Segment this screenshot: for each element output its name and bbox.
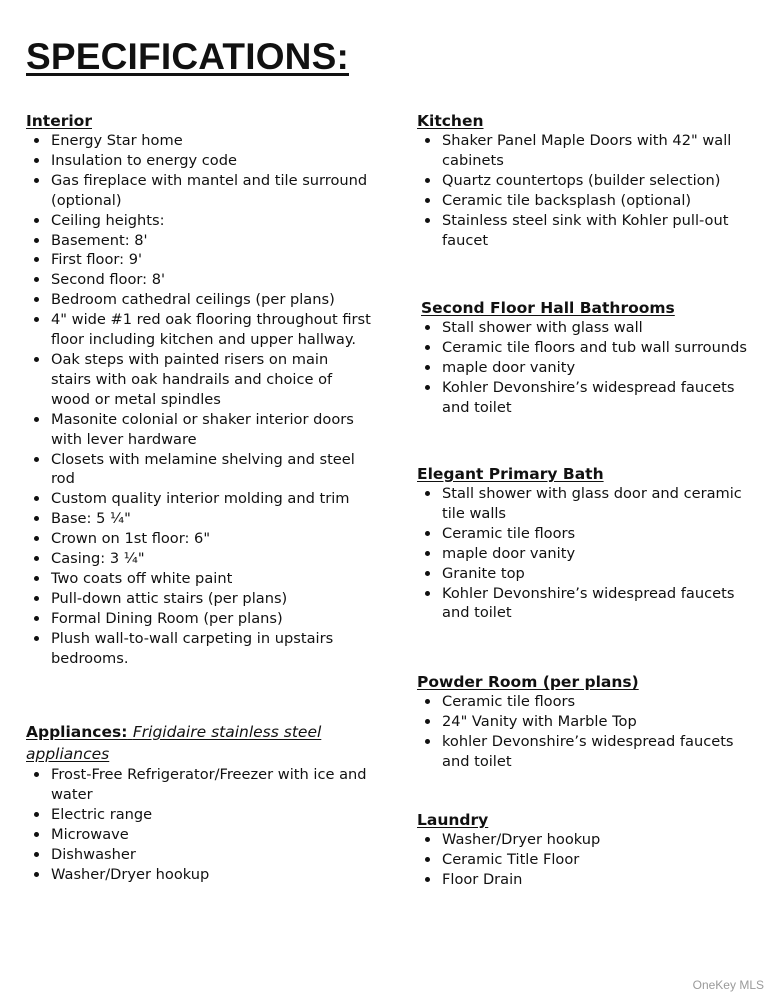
list-item: Custom quality interior molding and trim (26, 489, 371, 509)
list-item: Oak steps with painted risers on main stairs with oak handrails and choice of wood or metal spindles (26, 350, 371, 410)
appliances-subheading: Frigidaire stainless steel appliances (26, 723, 322, 763)
watermark: OneKey MLS (692, 978, 764, 992)
list-item: Plush wall-to-wall carpeting in upstairs bedrooms. (26, 629, 371, 669)
powder-room-section (417, 672, 762, 772)
list-item: Microwave (26, 825, 371, 845)
list-item: Washer/Dryer hookup (26, 865, 371, 885)
list-item: Stall shower with glass door and ceramic tile walls (417, 484, 762, 524)
laundry-heading: Laundry (417, 811, 489, 829)
hall-bathrooms-list (417, 318, 762, 418)
list-item: Base: 5 ¼" (26, 509, 371, 529)
list-item: Kohler Devonshire’s widespread faucets and toilet (417, 584, 762, 624)
hall-bathrooms-section (417, 298, 762, 418)
page-title: SPECIFICATIONS: (26, 36, 349, 77)
list-item: Crown on 1st floor: 6" (26, 529, 371, 549)
interior-list (26, 131, 371, 668)
list-item: Kohler Devonshire’s widespread faucets and toilet (417, 378, 762, 418)
list-item: Casing: 3 ¼" (26, 549, 371, 569)
list-item: Granite top (417, 564, 762, 584)
list-item: maple door vanity (417, 544, 762, 564)
list-item: Ceiling heights: (26, 211, 371, 231)
primary-bath-section (417, 464, 762, 623)
kitchen-list (417, 131, 762, 250)
appliances-heading (26, 721, 371, 765)
interior-heading: Interior (26, 112, 92, 130)
list-item: Electric range (26, 805, 371, 825)
primary-bath-heading: Elegant Primary Bath (417, 465, 604, 483)
list-item: Basement: 8' (26, 231, 371, 251)
list-item: Ceramic tile floors (417, 524, 762, 544)
list-item: Ceramic tile floors and tub wall surrounds (417, 338, 762, 358)
list-item: Stainless steel sink with Kohler pull-out faucet (417, 211, 762, 251)
list-item: Stall shower with glass wall (417, 318, 762, 338)
list-item: Masonite colonial or shaker interior doors with lever hardware (26, 410, 371, 450)
list-item: Dishwasher (26, 845, 371, 865)
list-item: Two coats off white paint (26, 569, 371, 589)
powder-room-list (417, 692, 762, 772)
interior-section (26, 111, 371, 668)
list-item: Closets with melamine shelving and steel rod (26, 450, 371, 490)
list-item: Ceramic tile backsplash (optional) (417, 191, 762, 211)
kitchen-section (417, 111, 762, 250)
list-item: Bedroom cathedral ceilings (per plans) (26, 290, 371, 310)
list-item: Ceramic Title Floor (417, 850, 762, 870)
list-item: Second floor: 8' (26, 270, 371, 290)
list-item: First floor: 9' (26, 250, 371, 270)
list-item: Quartz countertops (builder selection) (417, 171, 762, 191)
list-item: 24" Vanity with Marble Top (417, 712, 762, 732)
kitchen-heading: Kitchen (417, 112, 484, 130)
list-item: kohler Devonshire’s widespread faucets and toilet (417, 732, 762, 772)
list-item: 4" wide #1 red oak flooring throughout first floor including kitchen and upper hallway. (26, 310, 371, 350)
powder-room-heading: Powder Room (per plans) (417, 673, 639, 691)
list-item: Pull-down attic stairs (per plans) (26, 589, 371, 609)
list-item: Formal Dining Room (per plans) (26, 609, 371, 629)
list-item: Washer/Dryer hookup (417, 830, 762, 850)
appliances-section (26, 721, 371, 884)
appliances-heading-label: Appliances: (26, 723, 128, 741)
list-item: Frost-Free Refrigerator/Freezer with ice and water (26, 765, 371, 805)
list-item: Insulation to energy code (26, 151, 371, 171)
laundry-section (417, 810, 762, 890)
list-item: Floor Drain (417, 870, 762, 890)
laundry-list (417, 830, 762, 890)
list-item: Energy Star home (26, 131, 371, 151)
list-item: Ceramic tile floors (417, 692, 762, 712)
appliances-list (26, 765, 371, 884)
list-item: Gas fireplace with mantel and tile surround (optional) (26, 171, 371, 211)
list-item: Shaker Panel Maple Doors with 42" wall cabinets (417, 131, 762, 171)
list-item: maple door vanity (417, 358, 762, 378)
hall-bathrooms-heading: Second Floor Hall Bathrooms (421, 299, 675, 317)
primary-bath-list (417, 484, 762, 623)
